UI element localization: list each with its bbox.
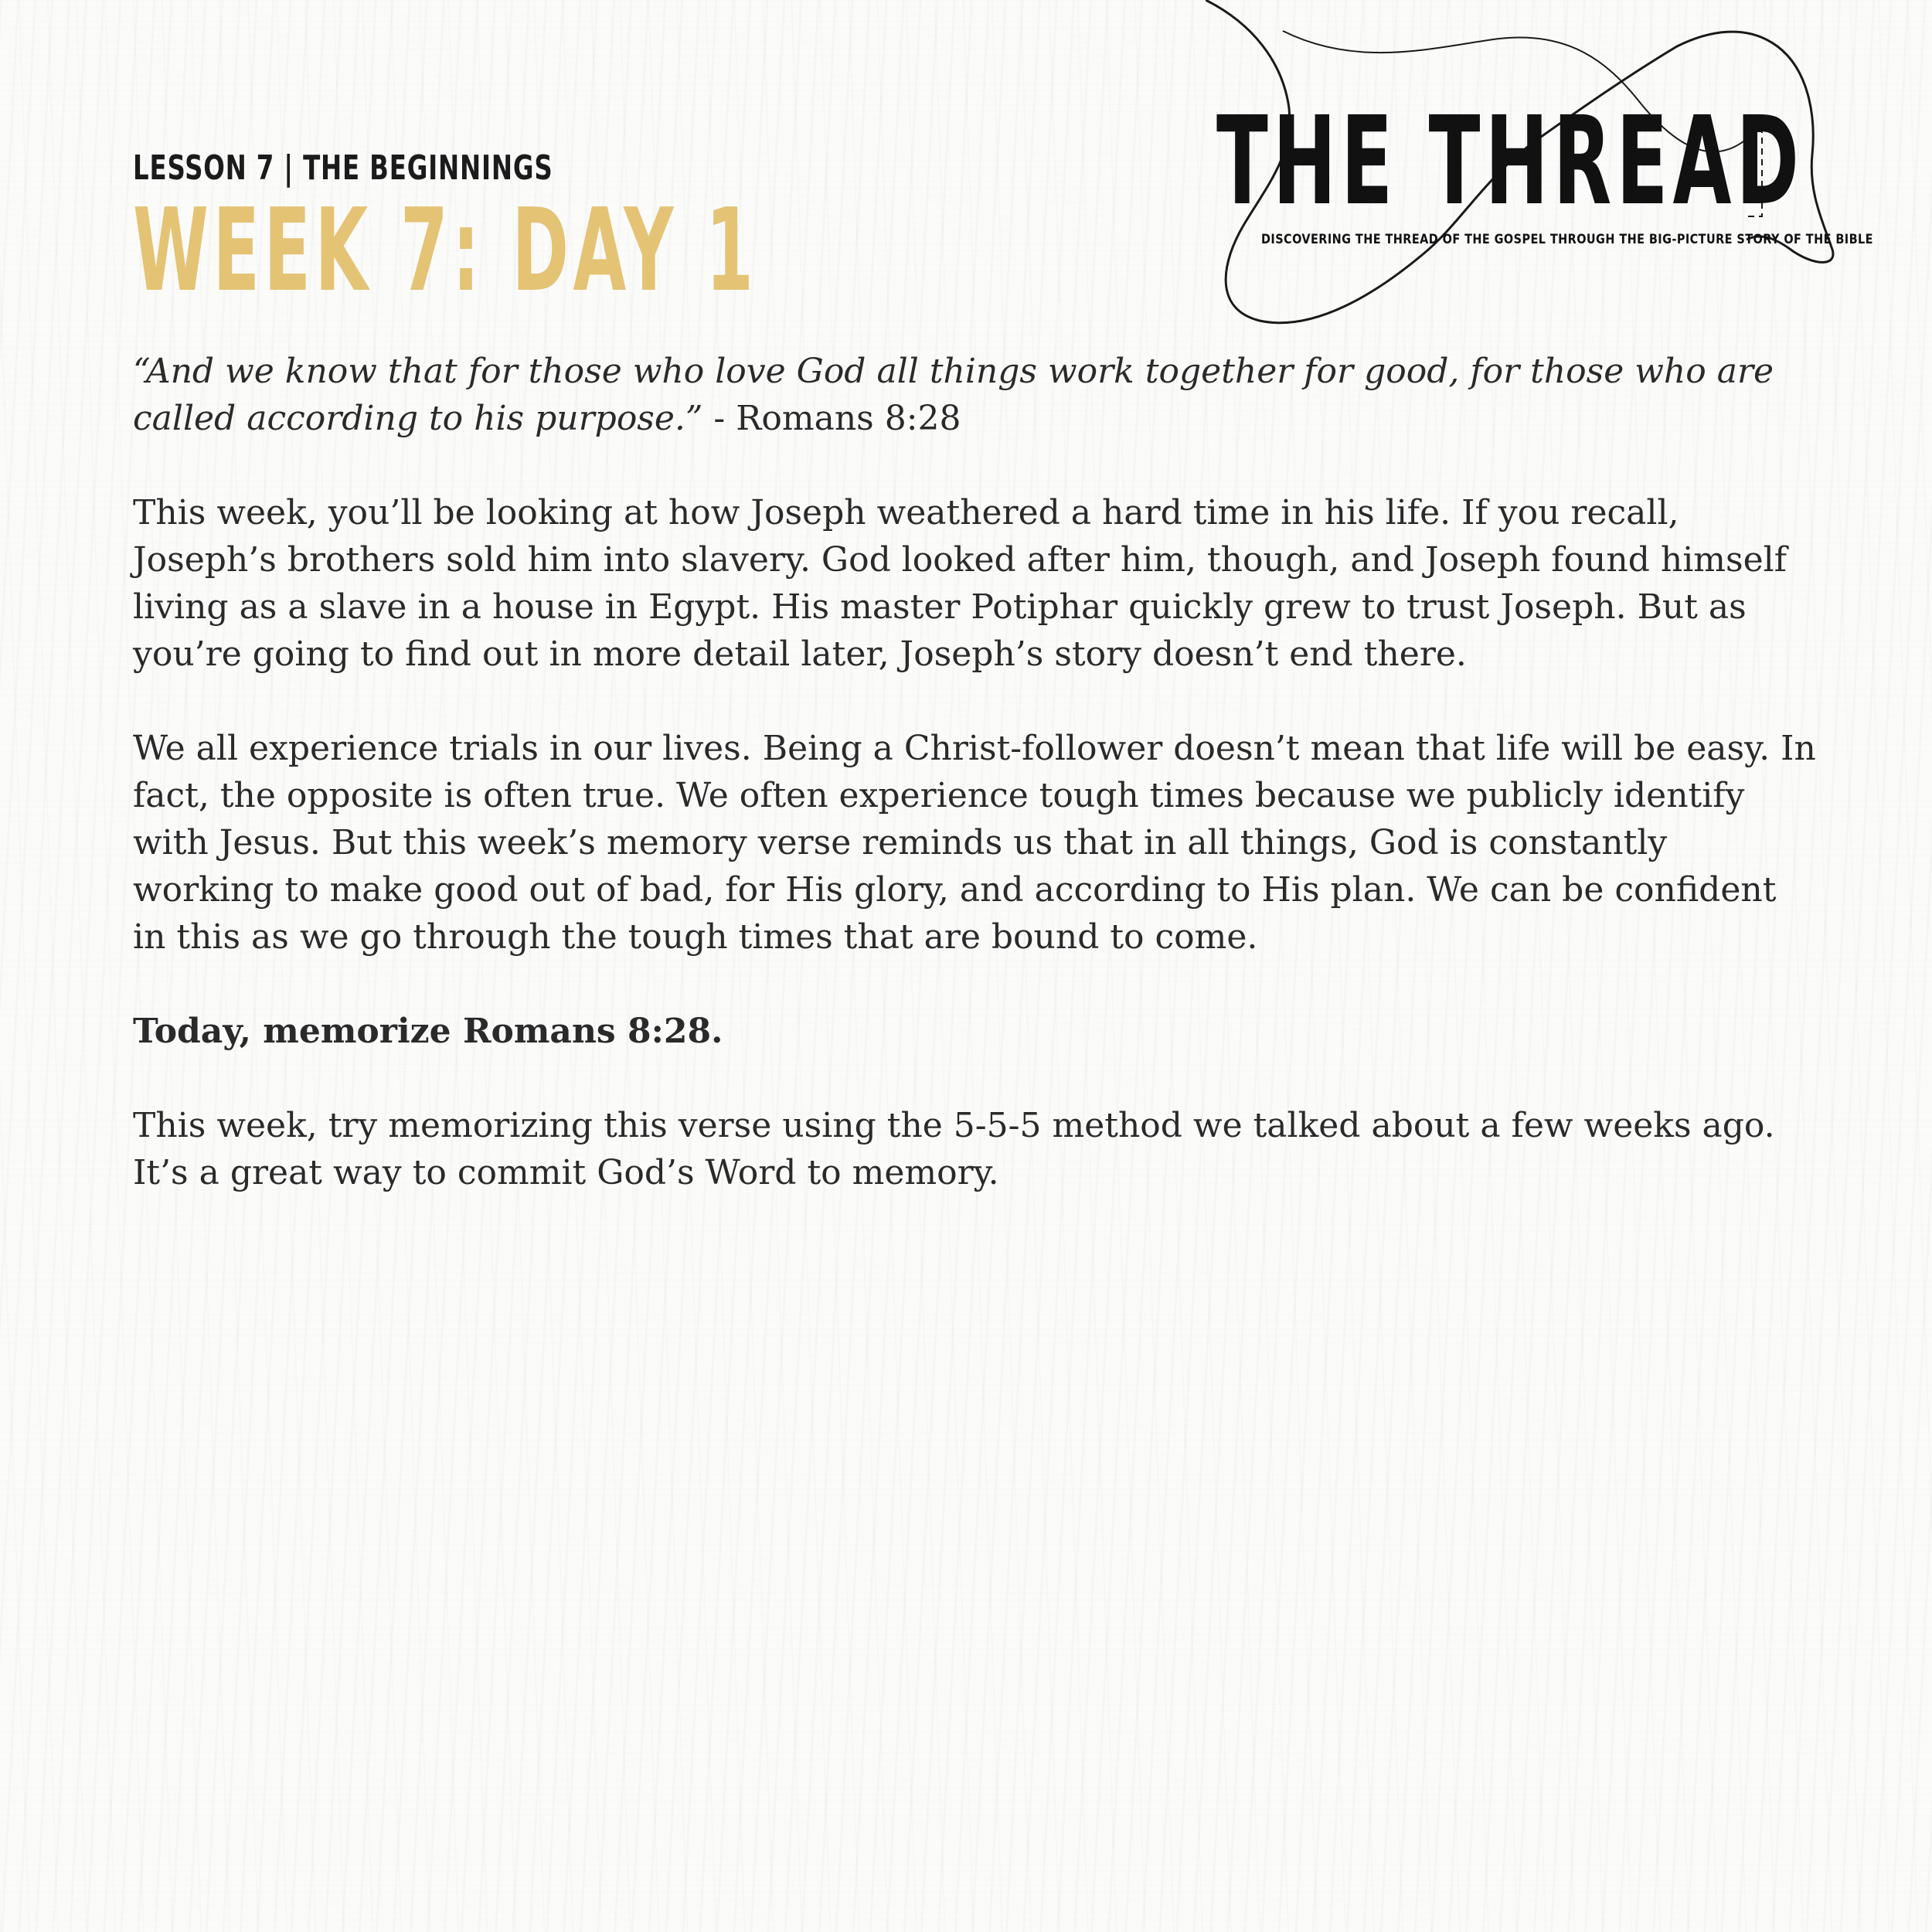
memorize-instruction: Today, memorize Romans 8:28. (133, 1012, 723, 1051)
week-title: WEEK 7: DAY 1 (133, 184, 758, 317)
lesson-body (133, 348, 1818, 1243)
paragraph-joseph: This week, you’ll be looking at how Joseph weathered a hard time in his life. If you recall, Joseph’s brothers sold him into slavery. God looked after him, though, and Joseph found himself living as a slave in a house in Egypt. His master Potiphar quickly grew to trust Joseph. But as you’re going to find out in more detail later, Joseph’s story doesn’t end there. (133, 493, 1787, 674)
verse-text: “And we know that for those who love God all things work together for good, for those who are called according to his purpose.” (133, 352, 1774, 438)
memory-verse (133, 348, 1818, 442)
paragraph-method: This week, try memorizing this verse using the 5-5-5 method we talked about a few weeks ago. It’s a great way to commit God’s Word to memory. (133, 1106, 1775, 1192)
lesson-label: LESSON 7 | THE BEGINNINGS (133, 148, 553, 188)
paragraph-trials: We all experience trials in our lives. Being a Christ-follower doesn’t mean that life will be easy. In fact, the opposite is often true. We often experience tough times because we publicly identify with Jesus. But this week’s memory verse reminds us that in all things, God is constantly working to make good out of bad, for His glory, and according to His plan. We can be confident in this as we go through the tough times that are bound to come. (133, 729, 1816, 957)
the-thread-logo (1206, 0, 1873, 332)
verse-reference: - Romans 8:28 (702, 399, 961, 438)
logo-tagline: DISCOVERING THE THREAD OF THE GOSPEL THROUGH THE BIG-PICTURE STORY OF THE BIBLE (1261, 232, 1873, 247)
logo-title: THE THREAD (1216, 90, 1804, 233)
